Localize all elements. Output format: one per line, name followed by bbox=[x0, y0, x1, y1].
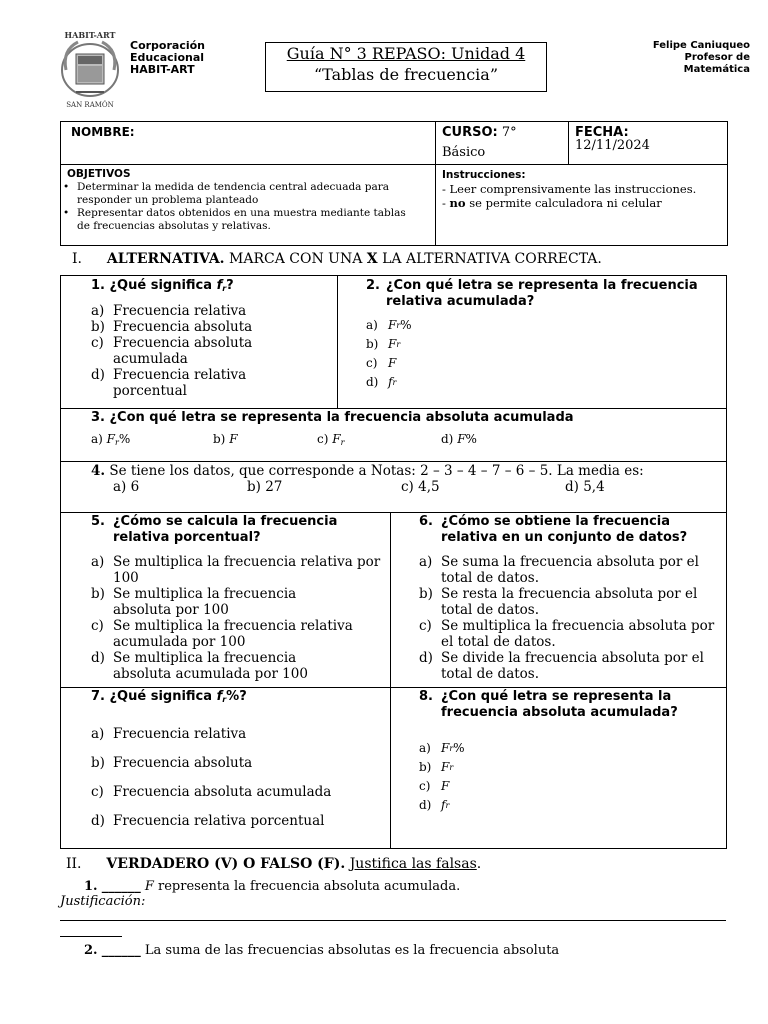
option[interactable]: a) $F_r\%$ bbox=[91, 432, 131, 447]
option[interactable]: a) Se suma la frecuencia absoluta por el total de datos. bbox=[419, 554, 699, 586]
svg-text:SAN RAMÓN: SAN RAMÓN bbox=[66, 101, 114, 109]
option[interactable]: a) F r % bbox=[366, 318, 412, 332]
option[interactable]: d) f r bbox=[366, 375, 397, 389]
answer-blank[interactable]: ______ bbox=[101, 943, 141, 958]
guide-title-box bbox=[265, 42, 547, 92]
option[interactable]: a) Se multiplica la frecuencia relativa por 100 bbox=[91, 554, 381, 586]
question-8: 8. ¿Con qué letra se representa la frecuencia absoluta acumulada? a) F r % b) F r c) F d) f r bbox=[390, 687, 727, 849]
option[interactable]: d) Se multiplica la frecuencia absoluta acumulada por 100 bbox=[91, 650, 308, 682]
question-6: 6. ¿Cómo se obtiene la frecuencia relativa en un conjunto de datos? a) Se suma la frecuencia absoluta por el total de datos. b) Se resta la frecuencia absoluta por el total de datos. c) Se multiplica la frecuencia absoluta por el total de datos. d) Se divide la frecuencia absoluta por el total de datos. bbox=[390, 512, 727, 688]
true-false-item-2: 2. ______ La suma de las frecuencias absolutas es la frecuencia absoluta bbox=[84, 943, 560, 958]
option[interactable]: b) 27 bbox=[247, 479, 283, 495]
section-2-heading: II. VERDADERO (V) O FALSO (F). Justifica las falsas. bbox=[66, 856, 482, 872]
question-3: 3. ¿Con qué letra se representa la frecuencia absoluta acumulada a) $F_r\%$ b) F c) $F_r$ d) F% bbox=[60, 408, 727, 462]
option[interactable]: b) F r bbox=[366, 337, 401, 351]
instructions-box: Instrucciones: - Leer comprensivamente las instrucciones. - no se permite calculadora ni celular bbox=[435, 164, 728, 246]
teacher-info: Felipe Caniuqueo Profesor de Matemática bbox=[652, 40, 750, 75]
option[interactable]: b) Frecuencia absoluta bbox=[91, 319, 253, 335]
option[interactable]: a) Frecuencia relativa bbox=[91, 303, 247, 319]
option[interactable]: c) Frecuencia absoluta acumulada bbox=[91, 784, 332, 800]
answer-blank[interactable]: ______ bbox=[101, 879, 141, 894]
option[interactable]: c) 4,5 bbox=[401, 479, 440, 495]
guide-subtitle: “Tablas de frecuencia” bbox=[313, 65, 498, 84]
option[interactable]: b) Se multiplica la frecuencia absoluta por 100 bbox=[91, 586, 297, 618]
option[interactable]: a) 6 bbox=[113, 479, 140, 495]
option[interactable]: b) Frecuencia absoluta bbox=[91, 755, 253, 771]
justification-line[interactable] bbox=[60, 936, 122, 937]
question-1: 1. ¿Qué significa $f_r$? a) Frecuencia relativa b) Frecuencia absoluta c) Frecuencia absoluta acumulada d) Frecuencia relativa porcentual bbox=[60, 275, 338, 409]
option[interactable]: d) Se divide la frecuencia absoluta por el total de datos. bbox=[419, 650, 704, 682]
true-false-item-1: 1. ______ F representa la frecuencia absoluta acumulada. bbox=[84, 879, 461, 894]
section-1-heading: I. ALTERNATIVA. MARCA CON UNA X LA ALTERNATIVA CORRECTA. bbox=[72, 251, 602, 267]
question-2: 2. ¿Con qué letra se representa la frecuencia relativa acumulada? a) F r % b) F r c) F d) f r bbox=[337, 275, 727, 409]
option[interactable]: c) Se multiplica la frecuencia absoluta por el total de datos. bbox=[419, 618, 715, 650]
guide-title: Guía N° 3 REPASO: Unidad 4 bbox=[286, 44, 526, 63]
option[interactable]: c) F bbox=[419, 779, 450, 793]
question-5: 5. ¿Cómo se calcula la frecuencia relativa porcentual? a) Se multiplica la frecuencia relativa por 100 b) Se multiplica la frecuencia absoluta por 100 c) Se multiplica la frecuencia relativa acumulada por 100 d) Se multiplica la frecuencia absoluta acumulada por 100 bbox=[60, 512, 391, 688]
objectives-box: OBJETIVOS • Determinar la medida de tendencia central adecuada para responder un problema planteado • Representar datos obtenidos en una muestra mediante tablas de frecuencias absolutas y relativas. bbox=[60, 164, 436, 246]
course-field: CURSO: 7° Básico bbox=[435, 121, 569, 165]
question-4: 4. Se tiene los datos, que corresponde a Notas: 2 – 3 – 4 – 7 – 6 – 5. La media es: a) 6 b) 27 c) 4,5 d) 5,4 bbox=[60, 461, 727, 513]
justification-label: Justificación: bbox=[60, 894, 146, 909]
question-7: 7. ¿Qué significa $f_r\%$? a) Frecuencia relativa b) Frecuencia absoluta c) Frecuencia absoluta acumulada d) Frecuencia relativa porcentual bbox=[60, 687, 391, 849]
option[interactable]: d) f r bbox=[419, 798, 450, 812]
corporation-name: Corporación Educacional HABIT-ART bbox=[130, 39, 206, 76]
option[interactable]: d) Frecuencia relativa porcentual bbox=[91, 367, 247, 399]
name-field[interactable]: NOMBRE: bbox=[60, 121, 436, 165]
option[interactable]: c) Se multiplica la frecuencia relativa acumulada por 100 bbox=[91, 618, 353, 650]
option[interactable]: c) Frecuencia absoluta acumulada bbox=[91, 335, 253, 367]
option[interactable]: b) Se resta la frecuencia absoluta por el total de datos. bbox=[419, 586, 698, 618]
option[interactable]: a) Frecuencia relativa bbox=[91, 726, 247, 742]
option[interactable]: d) Frecuencia relativa porcentual bbox=[91, 813, 325, 829]
option[interactable]: d) 5,4 bbox=[565, 479, 605, 495]
justification-line[interactable] bbox=[60, 920, 726, 921]
school-logo bbox=[56, 30, 124, 110]
option[interactable]: d) F% bbox=[441, 432, 477, 446]
option[interactable]: b) F r bbox=[419, 760, 454, 774]
option[interactable]: a) F r % bbox=[419, 741, 465, 755]
option[interactable]: c) $F_r$ bbox=[317, 432, 345, 447]
svg-text:HABIT-ART: HABIT-ART bbox=[64, 30, 116, 40]
date-field: FECHA: 12/11/2024 bbox=[568, 121, 728, 165]
option[interactable]: c) F bbox=[366, 356, 397, 370]
option[interactable]: b) F bbox=[213, 432, 238, 446]
